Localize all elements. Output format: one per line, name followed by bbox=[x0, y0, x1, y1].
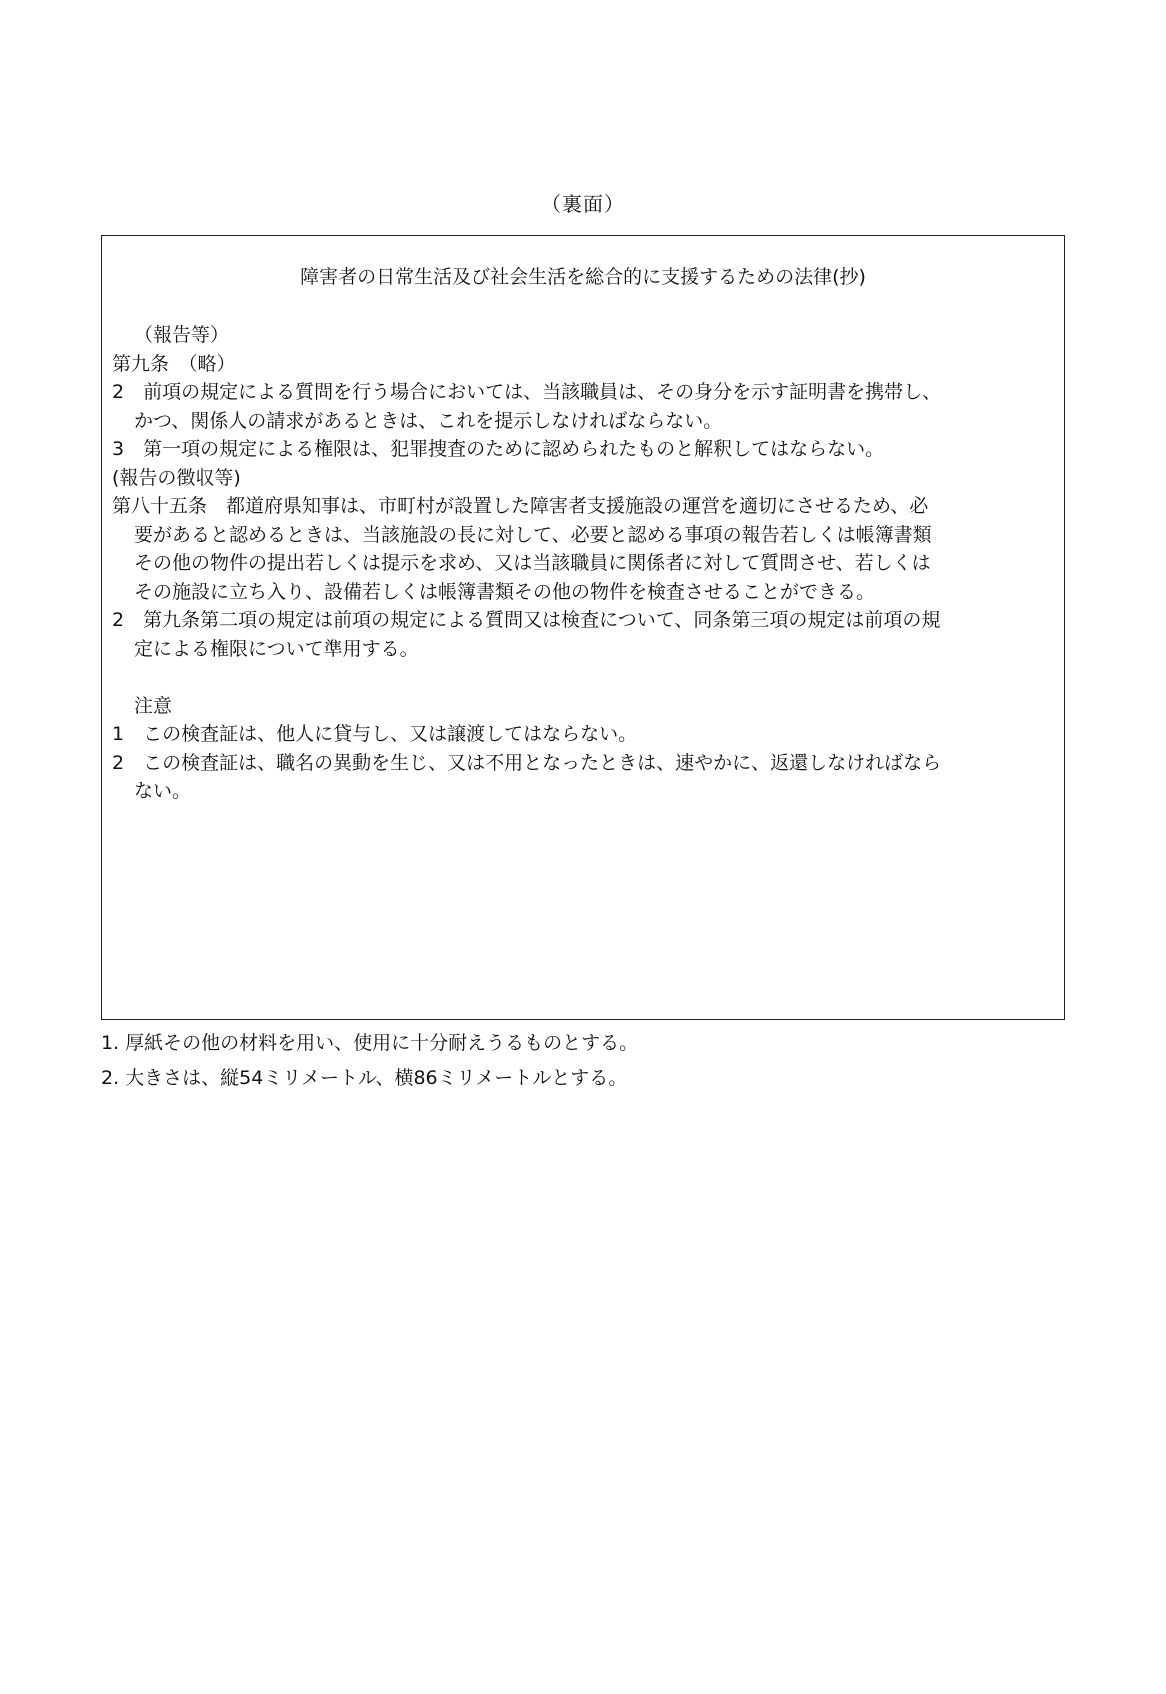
inspection-card-back bbox=[101, 235, 1065, 1020]
text-line: 第九条 （略） bbox=[112, 352, 236, 375]
text-line: 2 前項の規定による質問を行う場合においては、当該職員は、その身分を示す証明書を携帯し、 bbox=[112, 381, 942, 403]
law-excerpt-body bbox=[112, 321, 1055, 806]
page-heading: （裏面） bbox=[541, 192, 625, 216]
text-line: 定による権限について準用する。 bbox=[134, 637, 419, 660]
text-line: 1 この検査証は、他人に貸与し、又は譲渡してはならない。 bbox=[112, 723, 638, 745]
text-line: (報告の徴収等) bbox=[112, 466, 241, 489]
footnote-item: 1. 厚紙その他の材料を用い、使用に十分耐えうるものとする。 bbox=[101, 1032, 639, 1054]
text-line: 第八十五条 都道府県知事は、市町村が設置した障害者支援施設の運営を適切にさせるため、必 bbox=[112, 495, 929, 517]
text-line: ない。 bbox=[134, 780, 192, 802]
text-line: その施設に立ち入り、設備若しくは帳簿書類その他の物件を検査させることができる。 bbox=[134, 580, 876, 603]
text-line: 2 この検査証は、職名の異動を生じ、又は不用となったときは、速やかに、返還しなければなら bbox=[112, 751, 942, 774]
footnotes bbox=[101, 1026, 1065, 1096]
text-line: 2 第九条第二項の規定は前項の規定による質問又は検査について、同条第三項の規定は前項の規 bbox=[112, 609, 941, 631]
text-line: 3 第一項の規定による権限は、犯罪捜査のために認められたものと解釈してはならない。 bbox=[112, 438, 885, 460]
text-line: かつ、関係人の請求があるときは、これを提示しなければならない。 bbox=[134, 409, 723, 432]
blank-line bbox=[112, 663, 1055, 692]
text-line: 注意 bbox=[134, 694, 173, 717]
text-line: （報告等） bbox=[134, 324, 230, 346]
text-line: 要があると認めるときは、当該施設の長に対して、必要と認める事項の報告若しくは帳簿書類 bbox=[134, 523, 932, 546]
footnote-item: 2. 大きさは、縦54ミリメートル、横86ミリメートルとする。 bbox=[101, 1067, 628, 1089]
law-title: 障害者の日常生活及び社会生活を総合的に支援するための法律(抄) bbox=[300, 266, 866, 288]
text-line: その他の物件の提出若しくは提示を求め、又は当該職員に関係者に対して質問させ、若しくは bbox=[134, 552, 931, 574]
